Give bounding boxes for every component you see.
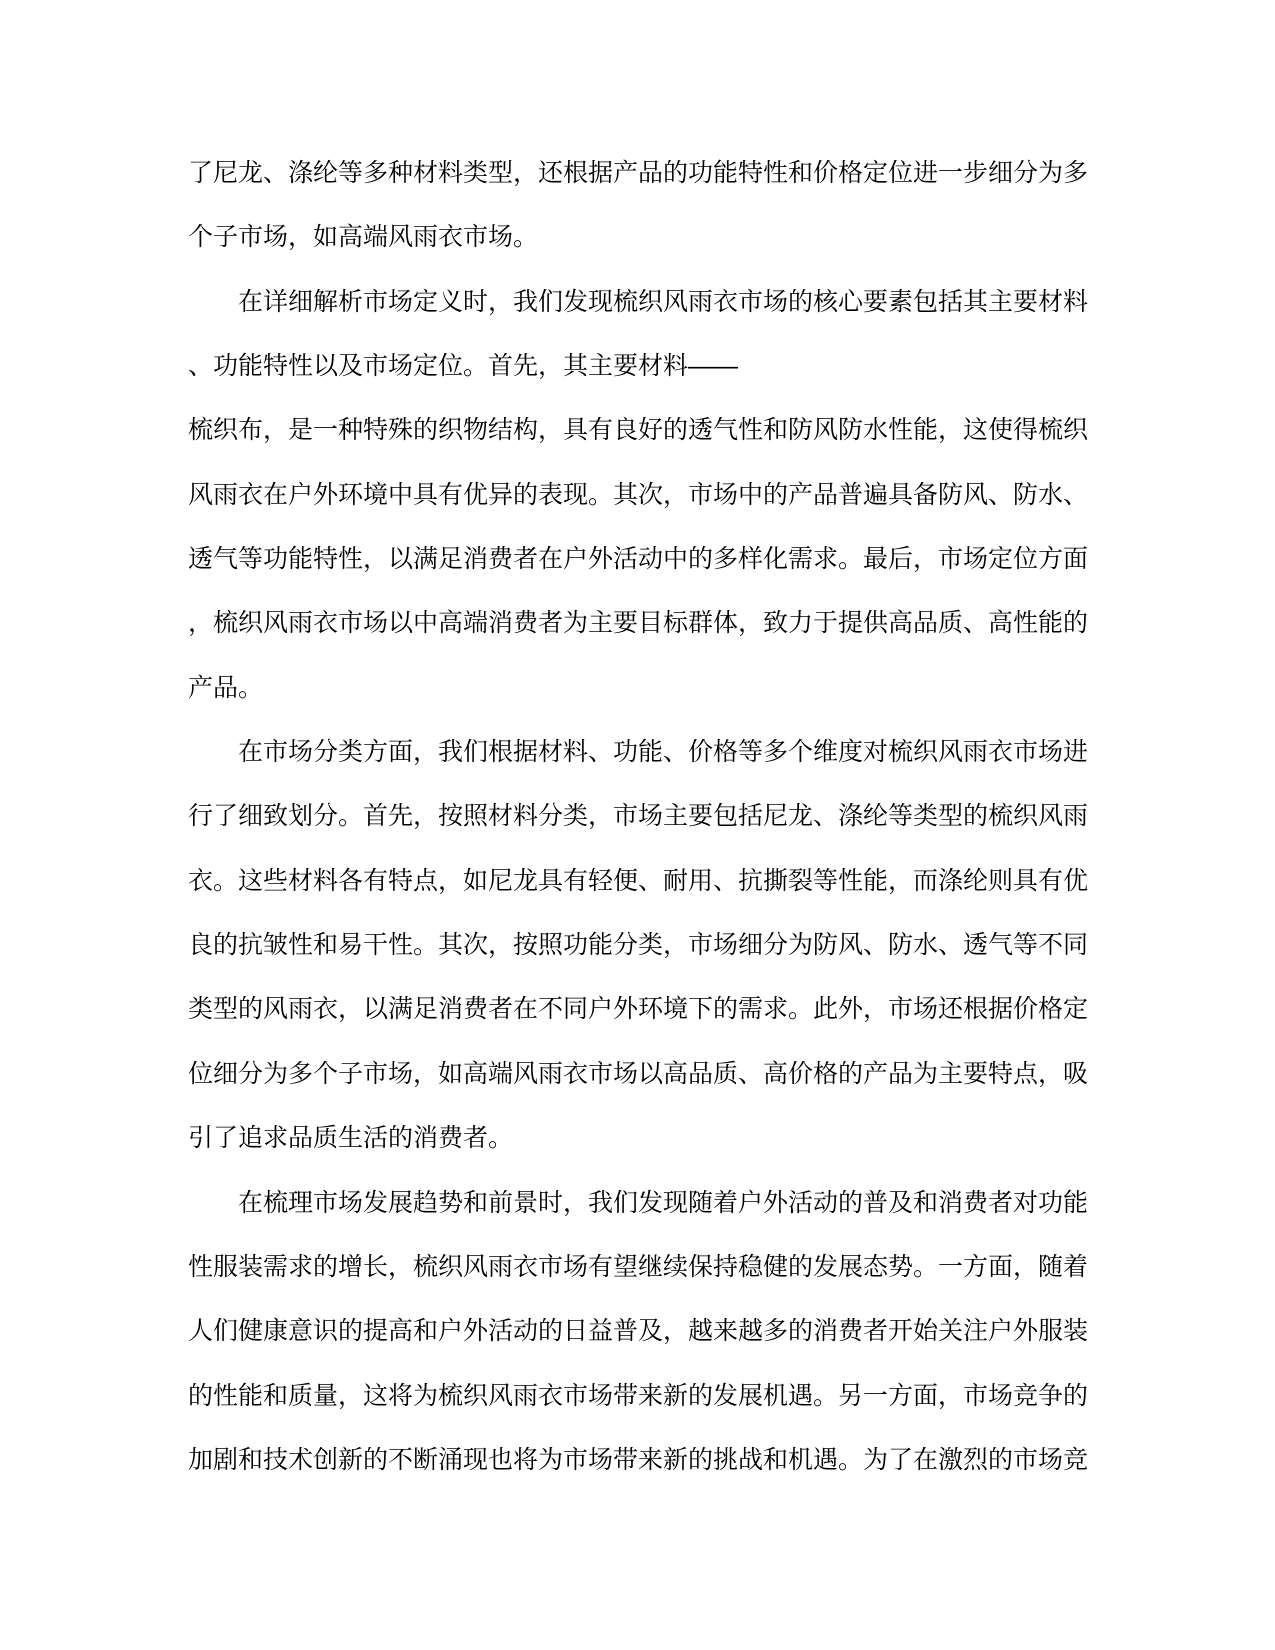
text-line: 的性能和质量，这将为梳织风雨衣市场带来新的发展机遇。另一方面，市场竞争的 [188,1381,1089,1410]
text-line: 透气等功能特性，以满足消费者在户外活动中的多样化需求。最后，市场定位方面 [188,545,1089,574]
text-line: 人们健康意识的提高和户外活动的日益普及，越来越多的消费者开始关注户外服装 [188,1317,1089,1346]
text-line: 梳织布，是一种特殊的织物结构，具有良好的透气性和防风防水性能，这使得梳织 [188,416,1089,445]
text-line: 衣。这些材料各有特点，如尼龙具有轻便、耐用、抗撕裂等性能，而涤纶则具有优 [188,866,1089,895]
text-line: 类型的风雨衣，以满足消费者在不同户外环境下的需求。此外，市场还根据价格定 [188,995,1089,1024]
text-line: 性服装需求的增长，梳织风雨衣市场有望继续保持稳健的发展态势。一方面，随着 [188,1252,1089,1281]
document-text-block [188,141,1098,1492]
text-line: 了尼龙、涤纶等多种材料类型，还根据产品的功能特性和价格定位进一步细分为多 [188,159,1089,187]
text-line: 在市场分类方面，我们根据材料、功能、价格等多个维度对梳织风雨衣市场进 [238,738,1089,767]
text-line: 在详细解析市场定义时，我们发现梳织风雨衣市场的核心要素包括其主要材料 [238,287,1089,316]
text-line: 加剧和技术创新的不断涌现也将为市场带来新的挑战和机遇。为了在激烈的市场竞 [188,1445,1089,1474]
text-line: 良的抗皱性和易干性。其次，按照功能分类，市场细分为防风、防水、透气等不同 [188,931,1089,960]
text-line: ，梳织风雨衣市场以中高端消费者为主要目标群体，致力于提供高品质、高性能的 [188,609,1089,638]
text-line: 、功能特性以及市场定位。首先，其主要材料—— [188,352,739,381]
text-line: 产品。 [188,673,264,702]
text-line: 在梳理市场发展趋势和前景时，我们发现随着户外活动的普及和消费者对功能 [238,1188,1089,1217]
text-line: 风雨衣在户外环境中具有优异的表现。其次，市场中的产品普遍具备防风、防水、 [188,480,1089,509]
text-line: 行了细致划分。首先，按照材料分类，市场主要包括尼龙、涤纶等类型的梳织风雨 [188,802,1089,831]
text-line: 引了追求品质生活的消费者。 [188,1124,514,1153]
text-line: 位细分为多个子市场，如高端风雨衣市场以高品质、高价格的产品为主要特点，吸 [188,1059,1089,1088]
text-line: 个子市场，如高端风雨衣市场。 [188,223,539,252]
